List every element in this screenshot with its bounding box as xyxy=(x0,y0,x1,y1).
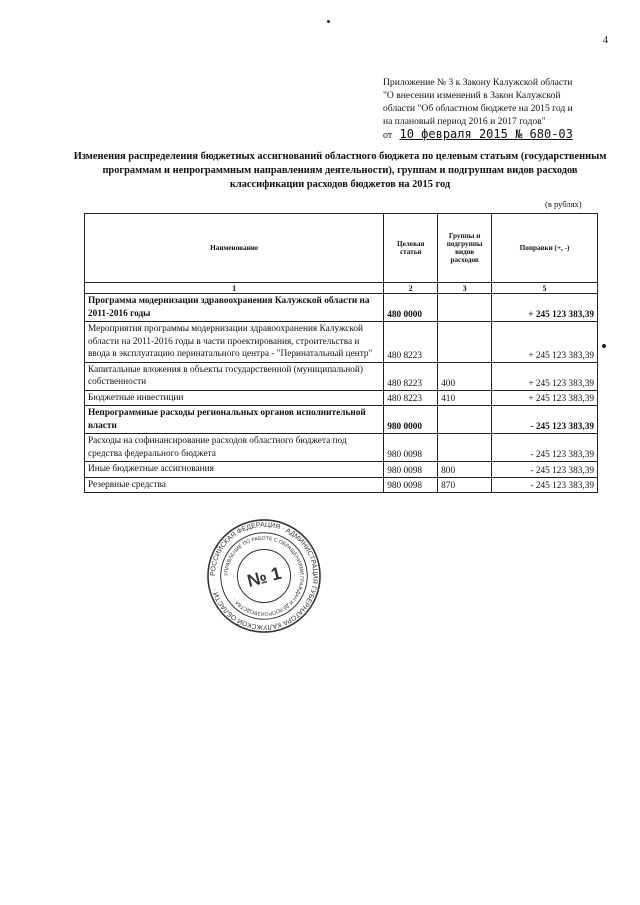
column-number: 3 xyxy=(438,283,492,294)
table-row xyxy=(85,462,598,478)
row-name: Бюджетные инвестиции xyxy=(85,390,384,406)
speck-mark xyxy=(327,20,330,23)
annex-line: Приложение № 3 к Закону Калужской области xyxy=(383,77,573,88)
column-number: 2 xyxy=(384,283,438,294)
row-code: 980 0000 xyxy=(384,406,438,434)
annex-line: на плановый период 2016 и 2017 годов" xyxy=(383,116,546,127)
annex-date xyxy=(383,128,623,142)
row-amount: - 245 123 383,39 xyxy=(492,406,598,434)
row-name: Программа модернизации здравоохранения Калужской области на 2011-2016 годы xyxy=(85,294,384,322)
column-header-amount: Поправки (+, -) xyxy=(492,214,598,283)
row-amount: - 245 123 383,39 xyxy=(492,434,598,462)
seal-number: № 1 xyxy=(244,562,284,591)
row-group xyxy=(438,322,492,363)
table-row xyxy=(85,434,598,462)
row-group: 800 xyxy=(438,462,492,478)
column-header-code: Целевая статья xyxy=(384,214,438,283)
row-amount: + 245 123 383,39 xyxy=(492,322,598,363)
row-code: 480 8223 xyxy=(384,322,438,363)
row-code: 480 8223 xyxy=(384,362,438,390)
row-code: 980 0098 xyxy=(384,434,438,462)
table-header-row xyxy=(85,214,598,283)
units-note: (в рублях) xyxy=(545,199,582,209)
table-row xyxy=(85,362,598,390)
row-amount: - 245 123 383,39 xyxy=(492,462,598,478)
row-code: 980 0098 xyxy=(384,477,438,493)
annex-header xyxy=(383,76,623,142)
row-name: Капитальные вложения в объекты государственной (муниципальной) собственности xyxy=(85,362,384,390)
row-name: Резервные средства xyxy=(85,477,384,493)
row-group xyxy=(438,406,492,434)
column-header-group: Группы и подгруппы видов расходов xyxy=(438,214,492,283)
row-amount: + 245 123 383,39 xyxy=(492,294,598,322)
row-amount: - 245 123 383,39 xyxy=(492,477,598,493)
row-name: Мероприятия программы модернизации здравоохранения Калужской области на 2011-2016 годы в части проектирования, строительства и ввода в эксплуатацию перинатального центра - "Перинатальный центр" xyxy=(85,322,384,363)
row-group: 410 xyxy=(438,390,492,406)
page-number: 4 xyxy=(603,35,608,46)
table-row xyxy=(85,406,598,434)
seal-outer-text: РОССИЙСКАЯ ФЕДЕРАЦИЯ · АДМИНИСТРАЦИЯ ГУБЕРНАТОРА КАЛУЖСКОЙ ОБЛАСТИ · xyxy=(209,521,319,631)
seal-inner-text: УПРАВЛЕНИЕ ПО РАБОТЕ С ОБРАЩЕНИЯМИ ГРАЖДАН И ДЕЛОПРОИЗВОДСТВА · xyxy=(223,535,305,617)
row-name: Иные бюджетные ассигнования xyxy=(85,462,384,478)
document-title: Изменения распределения бюджетных ассигнований областного бюджета по целевым статьям (государственным программам и непрограммным направлениям деятельности), группам и подгруппам видов расходов классификации расходов бюджетов на 2015 год xyxy=(73,151,607,190)
table-row xyxy=(85,390,598,406)
annex-line: области "Об областном бюджете на 2015 год и xyxy=(383,103,573,114)
date-prefix: от xyxy=(383,130,393,141)
row-name: Непрограммные расходы региональных органов исполнительной власти xyxy=(85,406,384,434)
row-code: 480 8223 xyxy=(384,390,438,406)
date-value: 10 февраля 2015 № 680-03 xyxy=(399,127,573,141)
speck-mark xyxy=(602,344,606,348)
table-row xyxy=(85,294,598,322)
column-number: 1 xyxy=(85,283,384,294)
row-code: 480 0000 xyxy=(384,294,438,322)
row-amount: + 245 123 383,39 xyxy=(492,390,598,406)
column-number: 5 xyxy=(492,283,598,294)
row-group: 400 xyxy=(438,362,492,390)
row-code: 980 0098 xyxy=(384,462,438,478)
table-row xyxy=(85,322,598,363)
row-amount: + 245 123 383,39 xyxy=(492,362,598,390)
row-group: 870 xyxy=(438,477,492,493)
table-row xyxy=(85,477,598,493)
row-group xyxy=(438,294,492,322)
official-seal xyxy=(205,517,323,635)
row-group xyxy=(438,434,492,462)
budget-table xyxy=(84,213,598,493)
column-number-row xyxy=(85,283,598,294)
row-name: Расходы на софинансирование расходов областного бюджета под средства федерального бюджета xyxy=(85,434,384,462)
annex-line: "О внесении изменений в Закон Калужской xyxy=(383,90,561,101)
column-header-name: Наименование xyxy=(85,214,384,283)
